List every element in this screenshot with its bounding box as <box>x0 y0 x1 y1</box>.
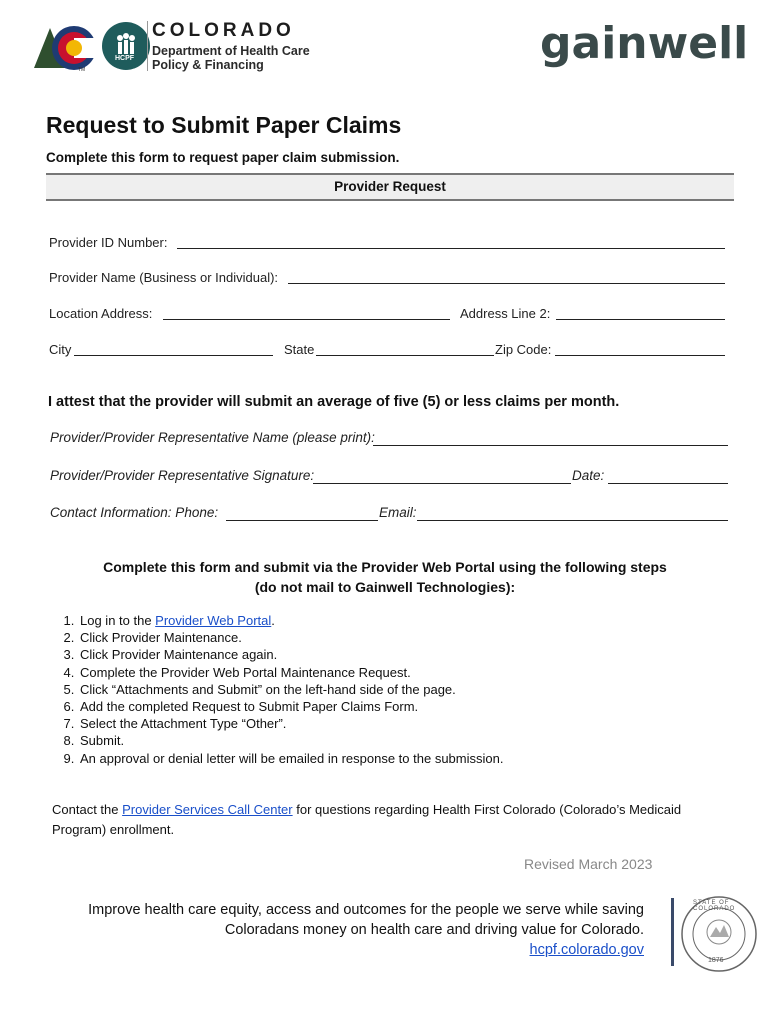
section-header: Provider Request <box>334 179 446 194</box>
contact-prefix: Contact the <box>52 802 123 817</box>
step-4: 4. Complete the Provider Web Portal Maintenance Request. <box>78 664 503 681</box>
contact-suffix: for questions regarding Health First Colorado (Colorado’s Medicaid Program) enrollment. <box>52 802 682 837</box>
steps-list <box>52 612 503 767</box>
colorado-c-logo-icon <box>30 18 150 74</box>
contact-phone-label: Contact Information: Phone: <box>50 505 219 520</box>
provider-services-call-center-link[interactable]: Provider Services Call Center <box>122 802 293 817</box>
department-name <box>152 44 310 72</box>
logo-divider <box>147 21 148 71</box>
rep-name-field[interactable] <box>373 445 728 446</box>
address-line2-label: Address Line 2: <box>460 306 551 321</box>
provider-name-label: Provider Name (Business or Individual): <box>49 270 279 285</box>
step-7: 7. Select the Attachment Type “Other”. <box>78 715 503 732</box>
provider-id-field[interactable] <box>177 248 725 249</box>
step-3: 3. Click Provider Maintenance again. <box>78 646 503 663</box>
city-label: City <box>49 342 72 357</box>
contact-phone-field[interactable] <box>226 520 378 521</box>
contact-paragraph <box>52 800 732 840</box>
seal-year: 1876 <box>708 957 724 964</box>
step-1 <box>78 612 503 629</box>
instructions-line-1: Complete this form and submit via the Provider Web Portal using the following steps <box>103 559 667 575</box>
page-subtitle: Complete this form to request paper claim submission. <box>46 150 400 165</box>
provider-name-field[interactable] <box>288 283 725 284</box>
revised-date: Revised March 2023 <box>524 856 653 872</box>
zip-field[interactable] <box>555 355 725 356</box>
website-link[interactable]: hcpf.colorado.gov <box>529 942 644 958</box>
state-label: State <box>284 342 315 357</box>
mission-line-1: Improve health care equity, access and outcomes for the people we serve while saving <box>88 902 644 918</box>
section-header-bar <box>46 173 734 201</box>
date-field[interactable] <box>608 483 728 484</box>
email-label: Email: <box>379 505 417 520</box>
rep-signature-label: Provider/Provider Representative Signature: <box>50 468 315 483</box>
hcpf-badge: HCPF <box>115 55 135 62</box>
step-2: 2. Click Provider Maintenance. <box>78 629 503 646</box>
step-1-text: Log in to the <box>80 613 156 628</box>
step-6: 6. Add the completed Request to Submit Paper Claims Form. <box>78 698 503 715</box>
step-1-period: . <box>271 613 275 628</box>
location-address-label: Location Address: <box>49 306 153 321</box>
dept-line-2: Policy & Financing <box>152 58 264 72</box>
state-field[interactable] <box>316 355 494 356</box>
provider-id-label: Provider ID Number: <box>49 235 168 250</box>
location-address-field[interactable] <box>163 319 450 320</box>
trademark: TM <box>78 67 86 73</box>
city-field[interactable] <box>74 355 273 356</box>
state-name: COLORADO <box>152 20 295 41</box>
gainwell-logo <box>540 18 748 69</box>
instructions-heading <box>40 557 730 597</box>
rep-signature-field[interactable] <box>313 483 571 484</box>
mission-line-2: Coloradans money on health care and driving value for Colorado. <box>224 922 644 938</box>
address-line2-field[interactable] <box>556 319 725 320</box>
date-label: Date: <box>572 468 605 483</box>
footer-divider <box>671 898 674 966</box>
dept-line-1: Department of Health Care <box>152 44 310 58</box>
page-title: Request to Submit Paper Claims <box>46 112 402 138</box>
gainwell-wordmark: gainwell <box>540 18 749 69</box>
instructions-line-2: (do not mail to Gainwell Technologies): <box>254 579 516 595</box>
attestation-statement: I attest that the provider will submit an average of five (5) or less claims per month. <box>48 394 620 410</box>
rep-name-label: Provider/Provider Representative Name (please print): <box>50 430 375 445</box>
mission-statement <box>50 900 644 960</box>
email-field[interactable] <box>417 520 728 521</box>
step-8: 8. Submit. <box>78 732 503 749</box>
seal-text: STATE OF COLORADO <box>693 900 736 912</box>
step-9: 9. An approval or denial letter will be emailed in response to the submission. <box>78 750 503 767</box>
zip-label: Zip Code: <box>495 342 552 357</box>
provider-web-portal-link[interactable]: Provider Web Portal <box>155 613 272 628</box>
step-5: 5. Click “Attachments and Submit” on the left-hand side of the page. <box>78 681 503 698</box>
